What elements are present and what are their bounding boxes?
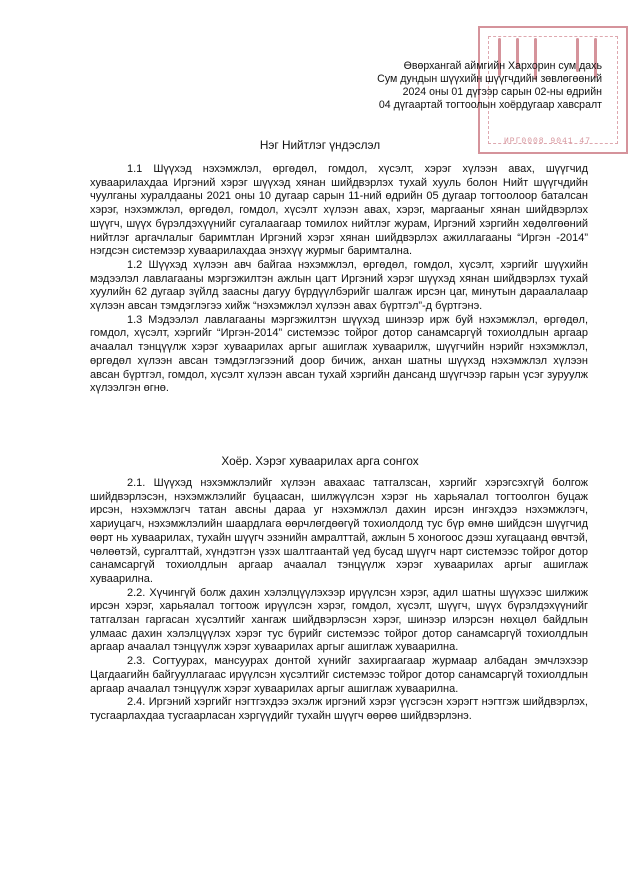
header-line: 2024 оны 01 дүгээр сарын 02-ны өдрийн — [402, 86, 602, 98]
paragraph-2-1: 2.1. Шүүхэд нэхэмжлэлийг хүлээн авахаас татгалзсан, хэргийг хэрэгсэхгүй болгож шийдвэрлэсэн, нэхэмжлэлийг буцаасан, шилжүүлсэн хэрэг нь харьяалал тогтоолгон буцаж ирсэн, нэхэмжлэгч татан авсны дараа уг нэхэмжлэл дахин ирсэн ингэхдээ нэхэмжлэгч, хариуцагч, нэхэмжлэлийн шаардлага өөрчлөгдөөгүй тохиолдолд тус бүр өмнө шийдсэн шүүгчид өөрт нь хуваарилах, тухайн шүүгч эзэнийн амралттай, ажлын 5 хоногоос дээш хугацаанд өвчтэй, чөлөөтэй, сургалттай, хүндэтгэн үзэх шалтгаантай үед бусад шүүгч нарт системээс тойрог дотор санамсаргүй тохиолдлын аргаар ачаалал тэнцүүлж хэрэг хуваарилах аргыг ашиглаж хуваарилна. — [90, 477, 588, 585]
paragraph-2-2: 2.2. Хүчингүй болж дахин хэлэлцүүлэхээр ирүүлсэн хэрэг, адил шатны шүүхээс шилжиж ирсэн хэрэг, харьяалал тогтоож ирүүлсэн хэрэг, гомдол, хүсэлт, шүүгч, шүүх бүрэлдэхүүнийг татгалзан гаргасан хүсэлтийг хангаж шийдвэрлэсэн хэрэг, шинээр илэрсэн нөхцөл байдлын улмаас дахин хэлэлцүүлэх хэрэг тус бүрийг системээс тойрог дотор санамсаргүй тохиолдлын аргаар ачаалал тэнцүүлж хэрэг хуваарилах аргыг ашиглаж хуваарилна. — [90, 586, 588, 654]
section-2-title: Хоёр. Хэрэг хуваарилах арга сонгох — [221, 454, 419, 468]
paragraph-2-3: 2.3. Согтуурах, мансуурах донтой хүнийг захиргаагаар журмаар албадан эмчлэхээр Цагдаагийн байгууллагаас ирүүлсэн хүсэлтийг системээс тойрог дотор санамсаргүй тохиолдлын аргаар ачаалал тэнцүүлж хэрэг хуваарилах аргыг ашиглаж хуваарилна. — [90, 655, 588, 695]
section-2-body — [90, 477, 588, 724]
stamp-code: ИРГ0008 9041 47 — [504, 137, 592, 146]
paragraph-2-4: 2.4. Иргэний хэргийг нэгтгэхдээ эхэлж иргэний хэрэг үүсгэсэн хэрэгт нэгтгэж шийдвэрлэх, тусгаарлахдаа тусгаарласан хэргүүдийг тухайн шүүгч өөрөө шийдвэрлэнэ. — [90, 696, 588, 722]
header-line: Өвөрхангай аймгийн Хархорин сум дахь — [403, 60, 602, 72]
paragraph-1-2: 1.2 Шүүхэд хүлээн авч байгаа нэхэмжлэл, өргөдөл, гомдол, хүсэлт, хэргийг шүүхийн мэдээлэл лавлагааны мэргэжилтэн ажлын цагт Иргэний хэрэг шүүхэд хянан шийдвэрлэх тухай хуулийн 62 дугаар зүйлд заасны дагуу бүрдүүлбэрийг шалгаж ирсэн цаг, минутын дараалалаар хүлээн авсан тэмдэглэгээ хийж “нэхэмжлэл хүлээн авах бүртгэл”-д бүртгэнэ. — [90, 258, 588, 313]
section-1-body — [90, 163, 588, 396]
paragraph-1-1: 1.1 Шүүхэд нэхэмжлэл, өргөдөл, гомдол, хүсэлт, хэрэг хүлээн авах, шүүгчид хуваарилахдаа Иргэний хэрэг шүүхэд хянан шийдвэрлэх тухай хууль болон Нийт шүүгчдийн чуулганы хуралдааны 2021 оны 10 дугаар сарын 11-ний өдрийн 05 дугаар тогтоолоор баталсан хэрэг, нэхэмжлэл, өргөдөл, гомдол, хүсэлт хүлээн авах, хэрэг, маргааныг хянан шийдвэрлэх шүүгч, шүүх бүрэлдэхүүнийг сугалаагаар томилох нийтлэг журам, Иргэний хэргийн хөдөлгөөний нийтлэг аргачлалыг баримтлан Иргэний хэрэг хянан шийдвэрлэх ажиллагааны “Иргэн -2014” нэгдсэн системээр хуваарилахдаа энэхүү журмыг баримтална. — [90, 163, 588, 258]
section-1-title: Нэг Нийтлэг үндэслэл — [259, 138, 381, 152]
paragraph-1-3: 1.3 Мэдээлэл лавлагааны мэргэжилтэн шүүхэд шинээр ирж буй нэхэмжлэл, өргөдөл, гомдол, хүсэлт, хэргийг “Иргэн-2014” системээс тойрог дотор санамсаргүй тохиолдлын аргаар ачаалал тэнцүүлж хэрэг хуваарилах аргыг ашиглаж хуваарилж, шүүгчийн нэрийг нэхэмжлэл, өргөдөл хүлээн авсан тэмдэглэгээний доор бичиж, анхан шатны шүүхэд нэхэмжлэл хүлээн авсан бүртгэл, гомдол, хүсэлт хүлээн авсан тухай хэргийн дансанд шүүгчээр гарын үсэг зуруулж хүлээлгэн өгнө. — [90, 313, 588, 395]
appendix-header — [272, 60, 602, 112]
header-line: Сум дундын шүүхийн шүүгчдийн зөвлөгөөний — [377, 73, 602, 85]
header-line: 04 дүгаартай тогтоолын хоёрдугаар хавсралт — [378, 99, 602, 111]
